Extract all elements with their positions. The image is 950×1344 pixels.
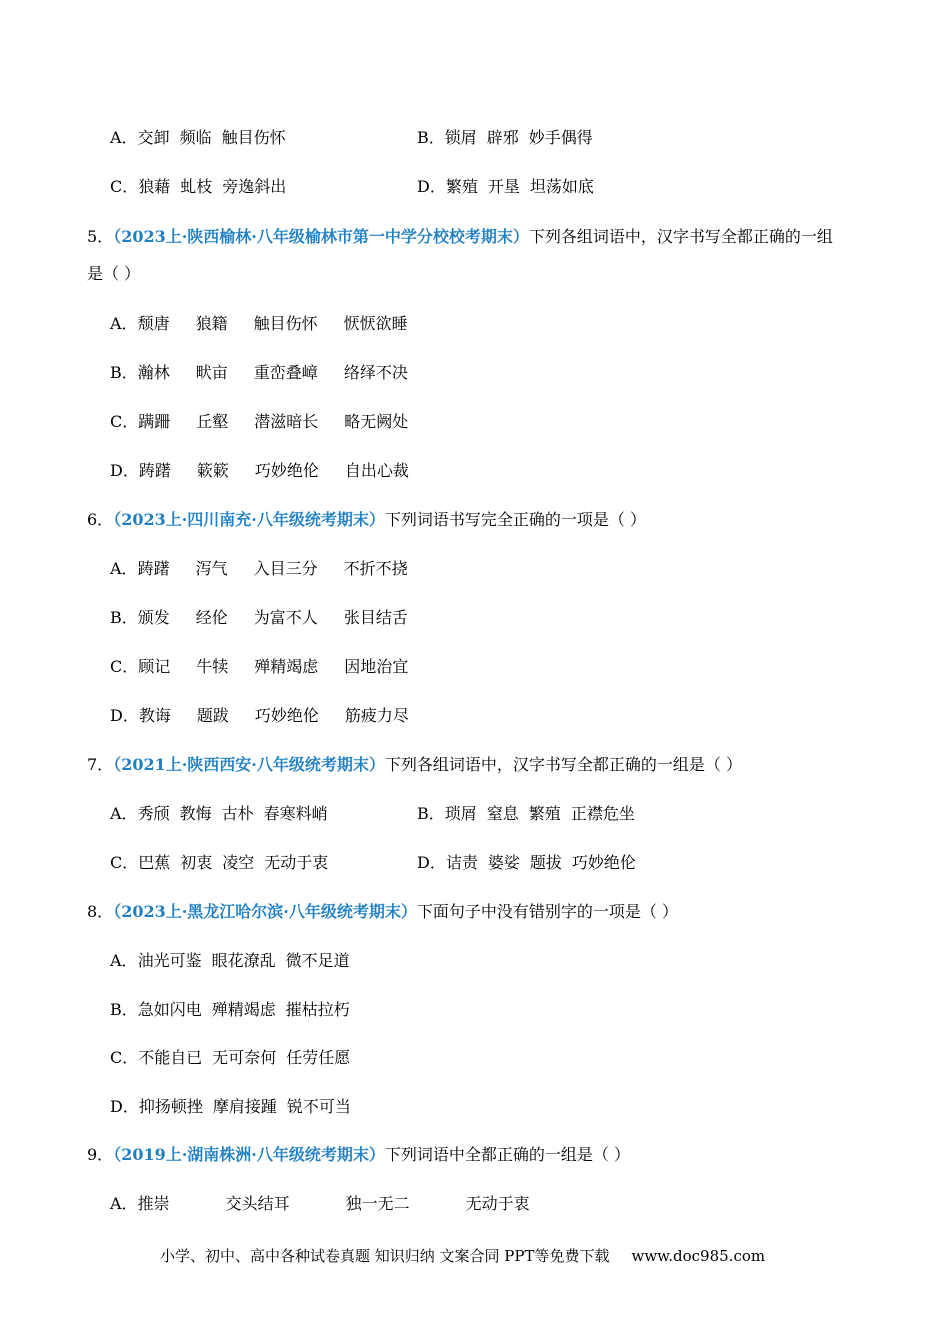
q8-option-b: B．急如闪电 殚精竭虑 摧枯拉朽 [110,1000,350,1019]
question-stem: 下面句子中没有错别字的一项是（ ） [416,902,678,921]
q7-option-a: A．秀颀 教悔 古朴 春寒料峭 [110,804,328,823]
option-b: B．锁屑 辟邪 妙手偶得 [417,128,593,147]
question-source: （2023上·陕西榆林·八年级榆林市第一中学分校校考期末） [113,227,529,246]
question-source: （2023上·四川南充·八年级统考期末） [113,510,385,529]
q5-option-c: C．蹒跚 丘壑 潜滋暗长 略无阙处 [110,412,409,431]
question-5: 5．（2023上·陕西榆林·八年级榆林市第一中学分校校考期末）下列各组词语中，汉字书写全都正确的一组 [87,227,833,246]
question-7: 7．（2021上·陕西西安·八年级统考期末）下列各组词语中，汉字书写全都正确的一组是（ ） [87,755,742,774]
option-a: A．交卸 频临 触目伤怀 [110,128,286,147]
page-footer [160,1245,765,1267]
footer-url[interactable]: www.doc985.com [631,1247,766,1265]
question-source: （2021上·陕西西安·八年级统考期末） [113,755,385,774]
question-source: （2019上·湖南株洲·八年级统考期末） [113,1145,385,1164]
q6-option-c: C．顾记 牛犊 殚精竭虑 因地治宜 [110,657,409,676]
question-8: 8．（2023上·黑龙江哈尔滨·八年级统考期末）下面句子中没有错别字的一项是（ ） [87,902,678,921]
q8-option-a: A．油光可鉴 眼花潦乱 微不足道 [110,951,350,970]
q8-option-d: D．抑扬顿挫 摩肩接踵 锐不可当 [110,1097,351,1116]
q6-option-a: A．踌躇 泻气 入目三分 不折不挠 [110,559,408,578]
q6-option-d: D．教诲 题跋 巧妙绝伦 筋疲力尽 [110,706,409,725]
q5-option-a: A．颓唐 狼籍 触目伤怀 恹恹欲睡 [110,314,408,333]
q7-option-c: C．巴蕉 初衷 凌空 无动于衷 [110,853,329,872]
question-stem: 下列词语中全都正确的一组是（ ） [384,1145,630,1164]
question-6: 6．（2023上·四川南充·八年级统考期末）下列词语书写完全正确的一项是（ ） [87,510,646,529]
option-d: D．繁殖 开垦 坦荡如底 [417,177,594,196]
q6-option-b: B．颁发 经伦 为富不人 张目结舌 [110,608,408,627]
question-5-stem-cont: 是（ ） [87,264,141,283]
q7-option-d: D．诘责 婆娑 题拔 巧妙绝伦 [417,853,636,872]
q7-option-b: B．琐屑 窒息 繁殖 正襟危坐 [417,804,635,823]
question-stem: 下列词语书写完全正确的一项是（ ） [384,510,646,529]
question-9: 9．（2019上·湖南株洲·八年级统考期末）下列词语中全都正确的一组是（ ） [87,1145,630,1164]
q9-option-a: A．推崇 交头结耳 独一无二 无动于衷 [110,1194,530,1213]
option-c: C．狼藉 虬枝 旁逸斜出 [110,177,287,196]
question-stem: 下列各组词语中，汉字书写全都正确的一组 [528,227,833,246]
footer-text: 小学、初中、高中各种试卷真题 知识归纳 文案合同 PPT等免费下载 [160,1247,610,1265]
question-stem: 下列各组词语中，汉字书写全都正确的一组是（ ） [384,755,742,774]
question-source: （2023上·黑龙江哈尔滨·八年级统考期末） [113,902,417,921]
q8-option-c: C．不能自已 无可奈何 任劳任愿 [110,1048,351,1067]
q5-option-b: B．瀚林 畎亩 重峦叠嶂 络绎不决 [110,363,408,382]
q5-option-d: D．踌躇 簌簌 巧妙绝伦 自出心裁 [110,461,409,480]
